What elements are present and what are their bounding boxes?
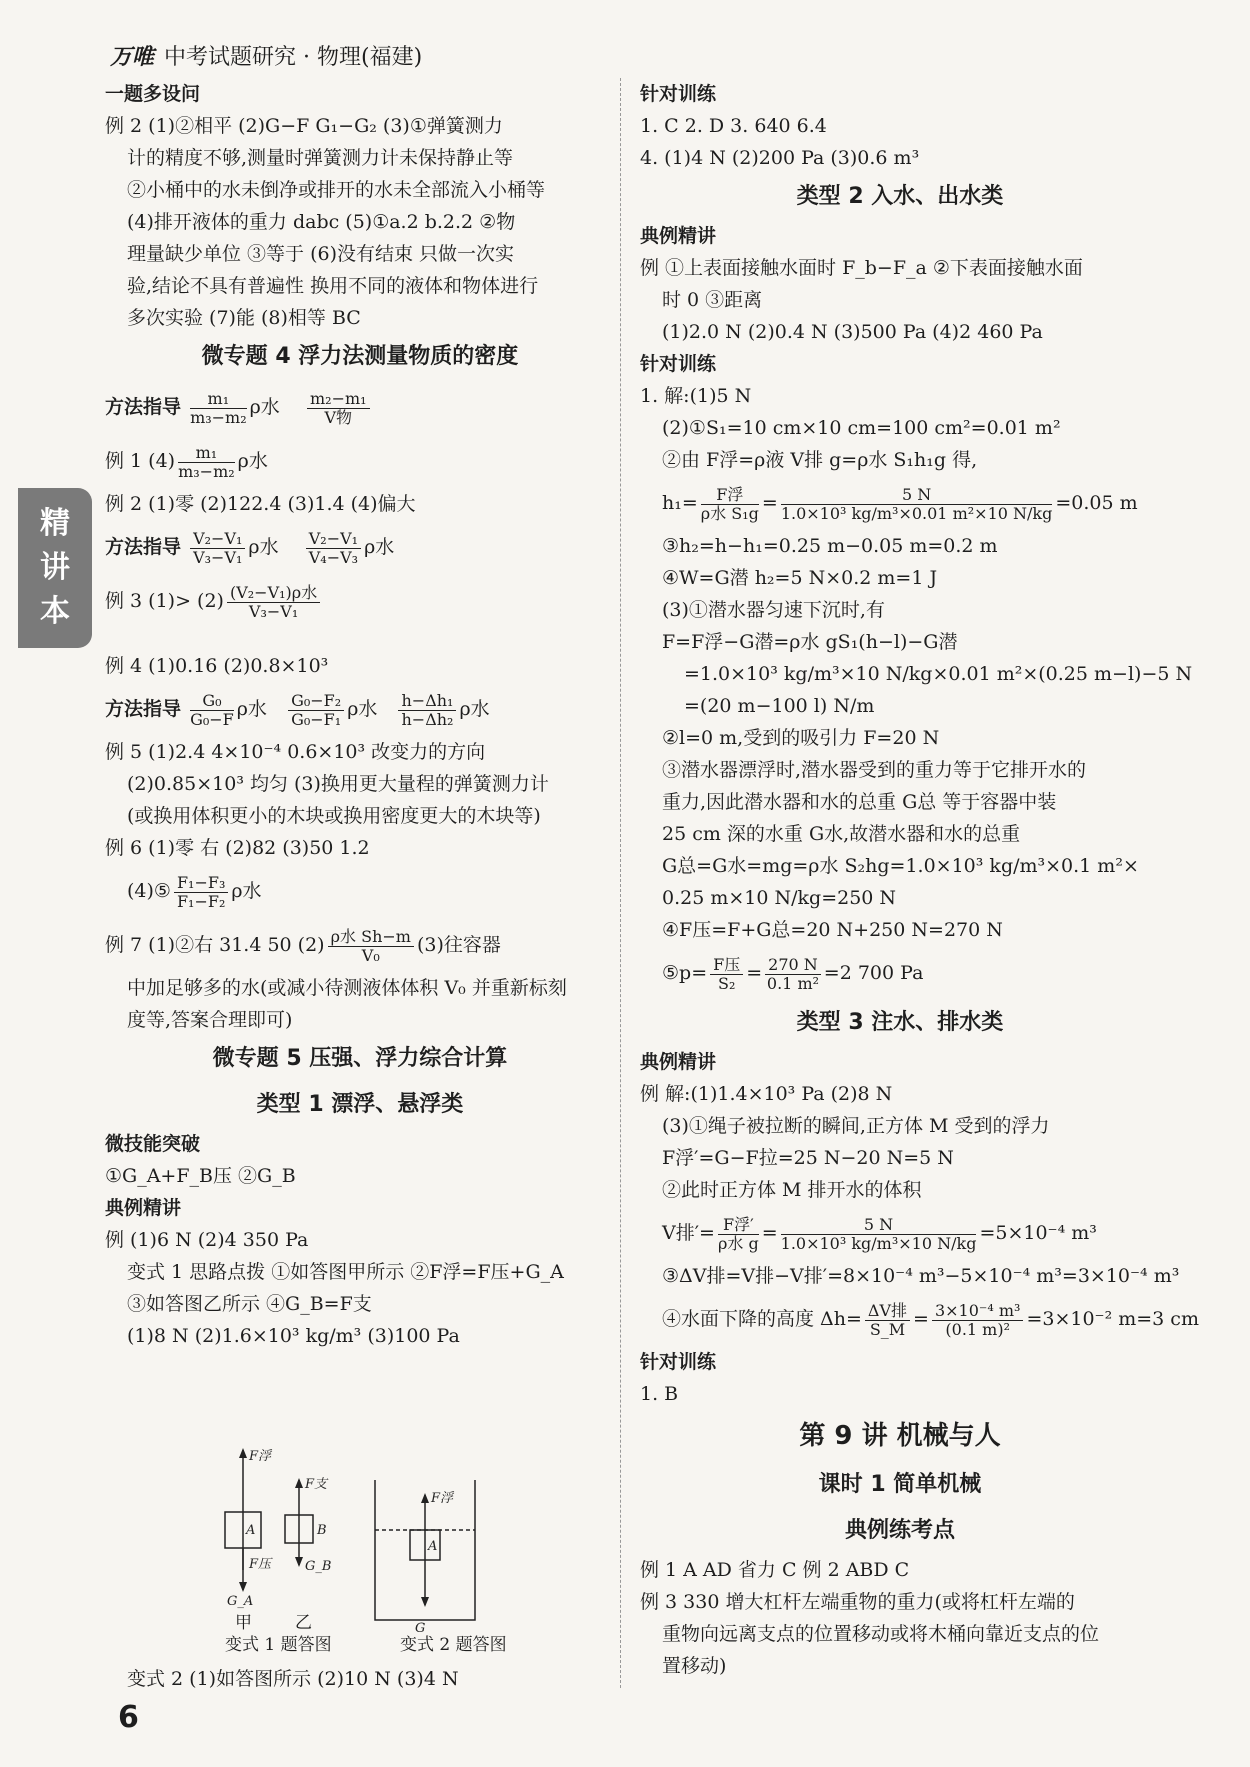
answer-suffix: =2 700 Pa xyxy=(823,962,924,984)
fraction xyxy=(865,1302,910,1339)
force-diagram xyxy=(215,1440,595,1640)
fraction xyxy=(190,390,247,427)
side-tab-char: 本 xyxy=(40,594,70,629)
fraction xyxy=(227,584,320,621)
answer-suffix: (3)往容器 xyxy=(416,934,501,956)
method-guide xyxy=(105,682,615,736)
denominator: V₀ xyxy=(361,945,380,965)
answer-line: 多次实验 (7)能 (8)相等 BC xyxy=(127,307,361,329)
denominator: (0.1 m)² xyxy=(945,1319,1011,1339)
answer-line: 重物向远离支点的位置移动或将木桶向靠近支点的位 xyxy=(662,1623,1100,1645)
method-label: 方法指导 xyxy=(105,536,182,558)
answer-prefix: (4)⑤ xyxy=(127,880,171,902)
answer-line: 1. C 2. D 3. 640 6.4 xyxy=(640,115,827,137)
answer-line: ④W=G潜 h₂=5 N×0.2 m=1 J xyxy=(662,567,938,589)
answer-line: (1)8 N (2)1.6×10³ kg/m³ (3)100 Pa xyxy=(127,1325,460,1347)
denominator: h−Δh₂ xyxy=(401,709,454,729)
lesson-heading: 课时 1 简单机械 xyxy=(818,1472,982,1497)
answer-line: =(20 m−100 l) N/m xyxy=(684,695,875,717)
answer-prefix: V排′= xyxy=(662,1222,715,1244)
numerator: m₁ xyxy=(190,390,247,409)
numerator: ΔV排 xyxy=(865,1302,910,1321)
denominator: V₃−V₁ xyxy=(248,601,299,621)
fraction-tail: ρ水 xyxy=(459,698,490,720)
answer-line: 例 4 (1)0.16 (2)0.8×10³ xyxy=(105,655,329,677)
page-number: 6 xyxy=(118,1700,139,1735)
answer-line: (3)①绳子被拉断的瞬间,正方体 M 受到的浮力 xyxy=(662,1115,1050,1137)
section-heading: 微专题 4 浮力法测量物质的密度 xyxy=(201,344,519,369)
answer-line: (1)2.0 N (2)0.4 N (3)500 Pa (4)2 460 Pa xyxy=(662,321,1043,343)
answer-line: ④水面下降的高度 Δh= $\frac{\text{ΔV排}}{S\_M}$ = $\frac{\text{3×10⁻⁴ m³}}{\text{(0.1 m)²}}$ =3×10⁻² m=3 cm xyxy=(662,1300,1199,1339)
numerator: m₂−m₁ xyxy=(307,390,370,409)
answer-line: ②由 F浮=ρ液 V排 g=ρ水 S₁h₁g 得, xyxy=(662,449,978,471)
label-b: B xyxy=(317,1523,327,1538)
answer-line: 例 (1)6 N (2)4 350 Pa xyxy=(105,1229,309,1251)
fraction xyxy=(765,956,821,993)
fraction-tail: ρ水 xyxy=(231,880,262,902)
answer-line: 25 cm 深的水重 G水,故潜水器和水的总重 xyxy=(662,823,1021,845)
denominator: G₀−F xyxy=(190,709,234,729)
answer-line: (3)①潜水器匀速下沉时,有 xyxy=(662,599,885,621)
answer-line: 时 0 ③距离 xyxy=(662,289,763,311)
numerator: F₁−F₃ xyxy=(174,874,228,893)
denominator: m₃−m₂ xyxy=(178,461,235,481)
section-label: 针对训练 xyxy=(640,353,717,375)
fraction xyxy=(781,1216,977,1253)
answer-prefix: h₁= xyxy=(662,492,698,514)
answer-line: 例 ①上表面接触水面时 F_b−F_a ②下表面接触水面 xyxy=(640,257,1083,279)
denominator: V物 xyxy=(324,407,353,427)
answer-line: =1.0×10³ kg/m³×10 N/kg×0.01 m²×(0.25 m−l)−5 N xyxy=(684,663,1193,685)
fraction xyxy=(398,692,456,729)
label-g-a: G_A xyxy=(227,1594,254,1609)
answer-line: 例 2 (1)②相平 (2)G−F G₁−G₂ (3)①弹簧测力 xyxy=(105,115,503,137)
answer-line: ②l=0 m,受到的吸引力 F=20 N xyxy=(662,727,940,749)
fraction-tail: ρ水 xyxy=(248,536,279,558)
section-heading: 微专题 5 压强、浮力综合计算 xyxy=(212,1046,508,1071)
numerator: 270 N xyxy=(765,956,821,975)
fraction xyxy=(328,928,414,965)
answer-prefix: ⑤p= xyxy=(662,962,708,984)
answer-line: 0.25 m×10 N/kg=250 N xyxy=(662,887,897,909)
denominator: S₂ xyxy=(717,973,736,993)
answer-line: 理量缺少单位 ③等于 (6)没有结束 只做一次实 xyxy=(127,243,515,265)
section-label: 典例精讲 xyxy=(640,225,717,247)
side-tab xyxy=(18,488,92,648)
answer-line: h₁= $\frac{\text{F浮}}{\text{ρ水 S₁g}}$ = $\frac{5 N}{\text{1.0×10³ kg/m³×0.01 m²×10 N/kg}}$ =0.05 m xyxy=(662,484,1138,523)
denominator: V₃−V₁ xyxy=(193,547,243,567)
method-label: 方法指导 xyxy=(105,396,182,418)
answer-line: 变式 1 思路点拨 ①如答图甲所示 ②F浮=F压+G_A xyxy=(127,1261,564,1283)
answer-line: 重力,因此潜水器和水的总重 G总 等于容器中装 xyxy=(662,791,1057,813)
fraction xyxy=(288,692,344,729)
answer-line: 1. 解:(1)5 N xyxy=(640,385,752,407)
figure-caption-1: 变式 1 题答图 xyxy=(225,1635,332,1655)
denominator: V₄−V₃ xyxy=(308,547,359,567)
denominator: F₁−F₂ xyxy=(176,891,226,911)
answer-line: ③ΔV排=V排−V排′=8×10⁻⁴ m³−5×10⁻⁴ m³=3×10⁻⁴ m³ xyxy=(662,1265,1180,1287)
denominator: 1.0×10³ kg/m³×0.01 m²×10 N/kg xyxy=(780,503,1053,523)
numerator: G₀ xyxy=(190,692,234,711)
label-f-fu: F浮 xyxy=(249,1449,272,1464)
fraction-tail: ρ水 xyxy=(364,536,395,558)
numerator: F浮 xyxy=(701,486,759,505)
answer-line: ⑤p= $\frac{\text{F压}}{\text{S₂}}$ = $\frac{270 N}{\text{0.1 m²}}$ =2 700 Pa xyxy=(662,954,924,993)
brand-logo: 万唯 xyxy=(110,45,155,70)
fraction xyxy=(710,956,743,993)
answer-line: 例 解:(1)1.4×10³ Pa (2)8 N xyxy=(640,1083,893,1105)
answer-line: 中加足够多的水(或减小待测液体体积 V₀ 并重新标刻 xyxy=(127,977,567,999)
fraction xyxy=(932,1302,1023,1339)
left-column xyxy=(105,78,615,1352)
numerator: h−Δh₁ xyxy=(398,692,456,711)
fraction-tail: ρ水 xyxy=(347,698,378,720)
subsection-heading: 类型 3 注水、排水类 xyxy=(796,1010,1004,1035)
denominator: 0.1 m² xyxy=(766,973,820,993)
numerator: 3×10⁻⁴ m³ xyxy=(932,1302,1023,1321)
answer-line: F浮′=G−F拉=25 N−20 N=5 N xyxy=(662,1147,954,1169)
answer-prefix: 例 7 (1)②右 31.4 50 (2) xyxy=(105,934,325,956)
answer-line: (2)①S₁=10 cm×10 cm=100 cm²=0.01 m² xyxy=(662,417,1061,439)
answer-line: F=F浮−G潜=ρ水 gS₁(h−l)−G潜 xyxy=(662,631,958,653)
numerator: G₀−F₂ xyxy=(288,692,344,711)
method-guide xyxy=(105,520,615,574)
denominator: ρ水 S₁g xyxy=(700,503,759,523)
side-tab-char: 精 xyxy=(40,506,70,541)
answer-line: (或换用体积更小的木块或换用密度更大的木块等) xyxy=(127,805,541,827)
answer-line: 例 6 (1)零 右 (2)82 (3)50 1.2 xyxy=(105,837,370,859)
answer-line: 例 2 (1)零 (2)122.4 (3)1.4 (4)偏大 xyxy=(105,493,416,515)
answer-line: V排′= $\frac{\text{F浮′}}{\text{ρ水 g}}$ = $\frac{5 N}{\text{1.0×10³ kg/m³×10 N/kg}}$ =5×10⁻⁴ m³ xyxy=(662,1214,1097,1253)
answer-prefix: 例 3 (1)> (2) xyxy=(105,590,224,612)
numerator: (V₂−V₁)ρ水 xyxy=(227,584,320,603)
answer-suffix: =0.05 m xyxy=(1055,492,1138,514)
section-label: 典例精讲 xyxy=(105,1197,182,1219)
side-tab-char: 讲 xyxy=(40,550,70,585)
subsection-heading: 类型 2 入水、出水类 xyxy=(796,184,1004,209)
numerator: ρ水 Sh−m xyxy=(328,928,414,947)
fraction xyxy=(781,486,1053,523)
answer-line: ④F压=F+G总=20 N+250 N=270 N xyxy=(662,919,1003,941)
label-a2: A xyxy=(428,1539,438,1554)
answer-suffix: =3×10⁻² m=3 cm xyxy=(1026,1308,1199,1330)
fraction xyxy=(174,874,228,911)
numerator: F压 xyxy=(710,956,743,975)
answer-line: 变式 2 (1)如答图所示 (2)10 N (3)4 N xyxy=(127,1668,459,1690)
answer-line: 计的精度不够,测量时弹簧测力计未保持静止等 xyxy=(127,147,514,169)
answer-line: ②小桶中的水未倒净或排开的水未全部流入小桶等 xyxy=(127,179,546,201)
method-guide xyxy=(105,380,615,434)
fraction xyxy=(718,1216,759,1253)
fraction xyxy=(178,444,235,481)
column-divider xyxy=(620,78,621,1688)
answer-line: ②此时正方体 M 排开水的体积 xyxy=(662,1179,922,1201)
denominator: S_M xyxy=(869,1319,906,1339)
label-f-fu2: F浮 xyxy=(431,1491,454,1506)
answer-line: 1. B xyxy=(640,1383,679,1405)
fraction-tail: ρ水 xyxy=(236,698,267,720)
figure-caption-2: 变式 2 题答图 xyxy=(400,1635,507,1655)
fraction-tail: ρ水 xyxy=(249,396,280,418)
label-f-zhi: F支 xyxy=(305,1477,328,1492)
numerator: 5 N xyxy=(781,1216,977,1235)
fig-label-yi: 乙 xyxy=(295,1613,312,1633)
section-label: 针对训练 xyxy=(640,83,717,105)
section-label: 微技能突破 xyxy=(105,1133,201,1155)
answer-line: 验,结论不具有普遍性 换用不同的液体和物体进行 xyxy=(127,275,539,297)
answer-line xyxy=(105,864,615,918)
answer-line xyxy=(105,574,615,628)
numerator: V₂−V₁ xyxy=(190,530,245,549)
numerator: m₁ xyxy=(178,444,235,463)
answer-line: ③潜水器漂浮时,潜水器受到的重力等于它排开水的 xyxy=(662,759,1087,781)
denominator: G₀−F₁ xyxy=(291,709,342,729)
fraction xyxy=(307,390,370,427)
answer-line: (2)0.85×10³ 均匀 (3)换用更大量程的弹簧测力计 xyxy=(127,773,549,795)
label-a: A xyxy=(246,1523,256,1538)
answer-prefix: ④水面下降的高度 Δh= xyxy=(662,1308,862,1330)
answer-line: 例 5 (1)2.4 4×10⁻⁴ 0.6×10³ 改变力的方向 xyxy=(105,741,486,763)
fig-label-jia: 甲 xyxy=(235,1613,252,1633)
answer-line: 例 3 330 增大杠杆左端重物的重力(或将杠杆左端的 xyxy=(640,1591,1075,1613)
section-label: 一题多设问 xyxy=(105,83,201,105)
answer-line: ①G_A+F_B压 ②G_B xyxy=(105,1165,296,1187)
page-header xyxy=(110,40,422,71)
subsection-heading: 类型 1 漂浮、悬浮类 xyxy=(256,1092,464,1117)
answer-line: ③如答图乙所示 ④G_B=F支 xyxy=(127,1293,372,1315)
subsection-heading: 典例练考点 xyxy=(844,1518,955,1543)
answer-line xyxy=(105,434,615,488)
label-g: G xyxy=(415,1621,426,1636)
answer-line: 4. (1)4 N (2)200 Pa (3)0.6 m³ xyxy=(640,147,920,169)
fraction-tail: ρ水 xyxy=(237,450,268,472)
fraction xyxy=(701,486,759,523)
numerator: 5 N xyxy=(781,486,1053,505)
answer-prefix: 例 1 (4) xyxy=(105,450,176,472)
answer-line: ③h₂=h−h₁=0.25 m−0.05 m=0.2 m xyxy=(662,535,998,557)
answer-line: 置移动) xyxy=(662,1655,727,1677)
label-g-b: G_B xyxy=(305,1559,332,1574)
force-diagram-svg xyxy=(215,1440,595,1640)
answer-suffix: =5×10⁻⁴ m³ xyxy=(979,1222,1097,1244)
lecture-heading: 第 9 讲 机械与人 xyxy=(799,1421,1001,1451)
numerator: F浮′ xyxy=(718,1216,759,1235)
denominator: ρ水 g xyxy=(717,1233,759,1253)
answer-line: (4)排开液体的重力 dabc (5)①a.2 b.2.2 ②物 xyxy=(127,211,516,233)
right-column xyxy=(640,78,1199,1682)
label-f-ya: F压 xyxy=(249,1557,272,1572)
fraction xyxy=(190,530,245,567)
header-title: 中考试题研究 · 物理(福建) xyxy=(164,45,423,70)
fraction xyxy=(306,530,361,567)
method-label: 方法指导 xyxy=(105,698,182,720)
answer-line xyxy=(105,918,615,972)
answer-line: 度等,答案合理即可) xyxy=(127,1009,293,1031)
section-label: 针对训练 xyxy=(640,1351,717,1373)
fraction xyxy=(190,692,234,729)
section-label: 典例精讲 xyxy=(640,1051,717,1073)
denominator: 1.0×10³ kg/m³×10 N/kg xyxy=(780,1233,977,1253)
denominator: m₃−m₂ xyxy=(190,407,247,427)
answer-line: G总=G水=mg=ρ水 S₂hg=1.0×10³ kg/m³×0.1 m²× xyxy=(662,855,1139,877)
answer-line: 例 1 A AD 省力 C 例 2 ABD C xyxy=(640,1559,910,1581)
numerator: V₂−V₁ xyxy=(306,530,361,549)
